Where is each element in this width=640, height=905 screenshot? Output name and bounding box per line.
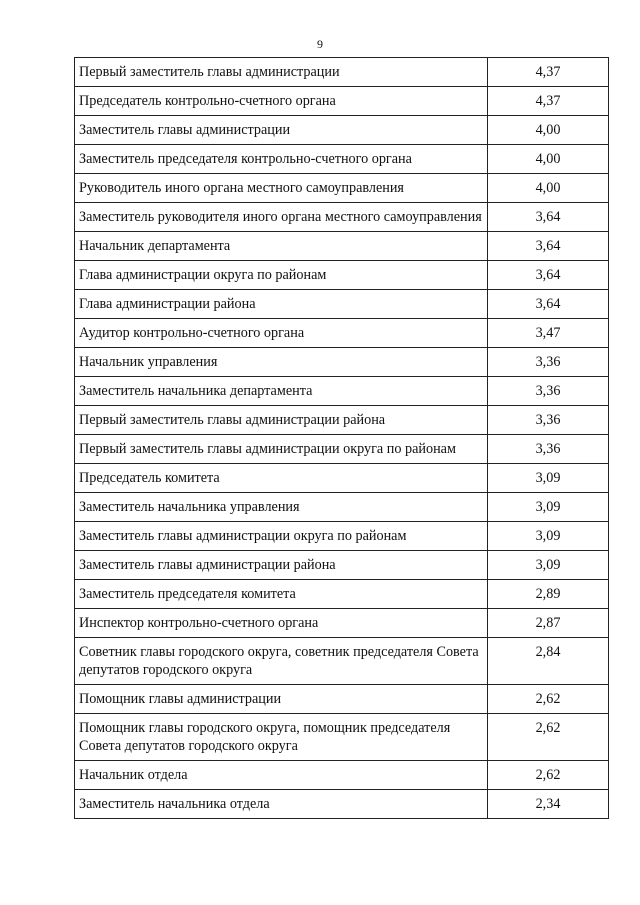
table-row (75, 319, 609, 348)
position-name-cell: Начальник управления (75, 348, 488, 377)
table-row (75, 232, 609, 261)
table-row (75, 145, 609, 174)
position-name-cell: Заместитель начальника департамента (75, 377, 488, 406)
position-name-cell: Заместитель главы администрации района (75, 551, 488, 580)
table-row (75, 58, 609, 87)
coefficient-cell: 3,64 (488, 290, 609, 319)
coefficient-cell: 3,09 (488, 464, 609, 493)
table-row (75, 609, 609, 638)
table-row (75, 638, 609, 685)
table-row (75, 203, 609, 232)
table-row (75, 522, 609, 551)
position-name-cell: Начальник департамента (75, 232, 488, 261)
position-name-cell: Аудитор контрольно-счетного органа (75, 319, 488, 348)
position-name-cell: Советник главы городского округа, советник председателя Совета депутатов городского округа (75, 638, 488, 685)
position-name-cell: Первый заместитель главы администрации (75, 58, 488, 87)
coefficient-cell: 3,09 (488, 493, 609, 522)
coefficient-cell: 2,62 (488, 685, 609, 714)
position-name-cell: Помощник главы администрации (75, 685, 488, 714)
position-name-cell: Заместитель председателя контрольно-счетного органа (75, 145, 488, 174)
position-name-cell: Руководитель иного органа местного самоуправления (75, 174, 488, 203)
table-row (75, 761, 609, 790)
coefficient-cell: 4,37 (488, 87, 609, 116)
table-row (75, 790, 609, 819)
table-row (75, 493, 609, 522)
table-row (75, 464, 609, 493)
coefficient-cell: 2,87 (488, 609, 609, 638)
coefficient-cell: 3,36 (488, 377, 609, 406)
coefficient-cell: 2,62 (488, 714, 609, 761)
positions-table-body (75, 58, 609, 819)
position-name-cell: Начальник отдела (75, 761, 488, 790)
coefficient-cell: 2,89 (488, 580, 609, 609)
position-name-cell: Первый заместитель главы администрации округа по районам (75, 435, 488, 464)
table-row (75, 685, 609, 714)
positions-table (74, 57, 609, 819)
position-name-cell: Заместитель начальника управления (75, 493, 488, 522)
position-name-cell: Заместитель председателя комитета (75, 580, 488, 609)
table-row (75, 348, 609, 377)
table-row (75, 87, 609, 116)
position-name-cell: Заместитель главы администрации округа по районам (75, 522, 488, 551)
coefficient-cell: 2,62 (488, 761, 609, 790)
table-row (75, 377, 609, 406)
coefficient-cell: 3,36 (488, 348, 609, 377)
coefficient-cell: 3,47 (488, 319, 609, 348)
position-name-cell: Заместитель главы администрации (75, 116, 488, 145)
position-name-cell: Инспектор контрольно-счетного органа (75, 609, 488, 638)
table-row (75, 261, 609, 290)
coefficient-cell: 3,64 (488, 203, 609, 232)
coefficient-cell: 3,64 (488, 261, 609, 290)
position-name-cell: Председатель комитета (75, 464, 488, 493)
table-row (75, 580, 609, 609)
coefficient-cell: 3,09 (488, 522, 609, 551)
coefficient-cell: 3,64 (488, 232, 609, 261)
coefficient-cell: 3,36 (488, 435, 609, 464)
coefficient-cell: 4,00 (488, 145, 609, 174)
coefficient-cell: 4,00 (488, 174, 609, 203)
coefficient-cell: 2,34 (488, 790, 609, 819)
position-name-cell: Первый заместитель главы администрации района (75, 406, 488, 435)
page-number: 9 (317, 37, 323, 51)
position-name-cell: Помощник главы городского округа, помощник председателя Совета депутатов городского округа (75, 714, 488, 761)
coefficient-cell: 2,84 (488, 638, 609, 685)
table-row (75, 551, 609, 580)
table-row (75, 116, 609, 145)
coefficient-cell: 4,37 (488, 58, 609, 87)
table-row (75, 406, 609, 435)
coefficient-cell: 3,36 (488, 406, 609, 435)
table-row (75, 435, 609, 464)
position-name-cell: Глава администрации района (75, 290, 488, 319)
position-name-cell: Председатель контрольно-счетного органа (75, 87, 488, 116)
table-row (75, 290, 609, 319)
position-name-cell: Заместитель руководителя иного органа местного самоуправления (75, 203, 488, 232)
coefficient-cell: 3,09 (488, 551, 609, 580)
position-name-cell: Глава администрации округа по районам (75, 261, 488, 290)
table-row (75, 714, 609, 761)
table-row (75, 174, 609, 203)
coefficient-cell: 4,00 (488, 116, 609, 145)
position-name-cell: Заместитель начальника отдела (75, 790, 488, 819)
